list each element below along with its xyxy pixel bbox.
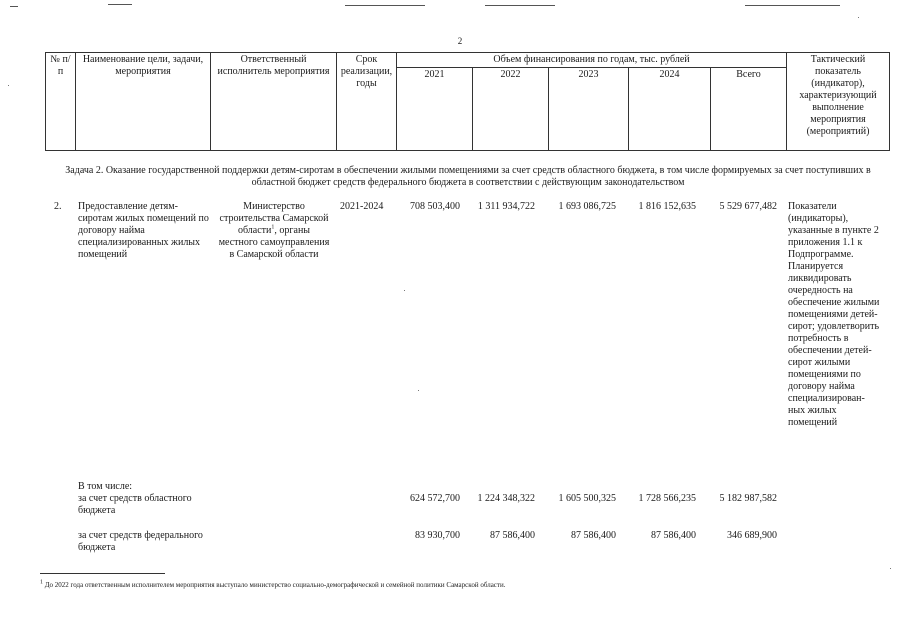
task-title: Задача 2. Оказание государственной поддержки детям-сиротам в обеспечении жилыми помещениями за счет средств областного бюджета, в том числе формируемых за счет поступивших в областной бюджет средств федерального бюджета в соответствии с действующим законодательством [65, 165, 871, 188]
regional-value-total: 5 182 987,582 [719, 493, 777, 504]
footnote-mark: 1 [40, 579, 43, 586]
scan-mark [745, 5, 840, 6]
footnote-separator [40, 573, 165, 574]
federal-value-2021: 83 930,700 [415, 530, 460, 541]
scan-dot [418, 390, 419, 391]
federal-value-2024: 87 586,400 [651, 530, 696, 541]
regional-value-2024: 1 728 566,235 [638, 493, 696, 504]
regional-value-2022: 1 224 348,322 [477, 493, 535, 504]
regional-label: за счет средств областного бюджета [78, 493, 192, 516]
header-indicator: Тактический показатель (индикатор), характеризующий выполнение мероприятия (мероприятий) [787, 53, 890, 151]
responsible-main: Министерство строительства Самарской области [219, 201, 329, 236]
regional-value-2021: 624 572,700 [410, 493, 460, 504]
scan-mark [345, 5, 425, 6]
header-funding: Объем финансирования по годам, тыс. рублей [397, 53, 787, 68]
row-value-total: 5 529 677,482 [719, 201, 777, 212]
federal-value-total: 346 689,900 [727, 530, 777, 541]
row-value-2021: 708 503,400 [410, 201, 460, 212]
scan-mark [108, 4, 132, 5]
federal-label: за счет средств федерального бюджета [78, 530, 203, 553]
header-year-2022: 2022 [473, 68, 549, 151]
header-term: Срок реализации, годы [337, 53, 397, 151]
header-year-2021: 2021 [397, 68, 473, 151]
header-name: Наименование цели, задачи, мероприятия [76, 53, 211, 151]
including-label: В том числе: [78, 481, 133, 492]
row-name: Предоставление детям-сиротам жилых помещений по договору найма специализированных жилых помещений [78, 201, 209, 260]
row-number: 2. [54, 201, 62, 212]
page-number: 2 [457, 36, 463, 46]
responsible-rest: , органы местного самоуправления в Самарской области [218, 225, 330, 260]
scan-mark [10, 6, 18, 7]
row-value-2024: 1 816 152,635 [638, 201, 696, 212]
header-num: № п/п [46, 53, 76, 151]
row-indicator: Показатели (индикаторы), указанные в пункте 2 приложения 1.1 к Подпрограмме. Планируется ликвидировать очередность на обеспечение жилыми помещениями детей-сирот; удовлетворить потребность в обеспечении детей-сирот жилыми помещениями по договору найма специализирован-ных жилых помещений [788, 201, 880, 428]
federal-value-2022: 87 586,400 [490, 530, 535, 541]
header-responsible: Ответственный исполнитель мероприятия [211, 53, 337, 151]
header-year-2023: 2023 [549, 68, 629, 151]
footnote [40, 581, 505, 590]
regional-value-2023: 1 605 500,325 [558, 493, 616, 504]
scan-dot [858, 17, 859, 18]
scan-dot [8, 85, 9, 86]
row-value-2023: 1 693 086,725 [558, 201, 616, 212]
scan-dot [404, 290, 405, 291]
row-responsible [218, 201, 330, 261]
scan-dot [890, 568, 891, 569]
row-value-2022: 1 311 934,722 [477, 201, 535, 212]
scan-mark [485, 5, 555, 6]
header-year-2024: 2024 [629, 68, 711, 151]
header-total: Всего [711, 68, 787, 151]
footnote-ref: 1 [271, 224, 275, 231]
header-table [45, 52, 890, 151]
footnote-text: До 2022 года ответственным исполнителем мероприятия выступало министерство социально-демографической и семейной политики Самарской области. [43, 581, 506, 589]
row-term: 2021-2024 [340, 201, 384, 212]
federal-value-2023: 87 586,400 [571, 530, 616, 541]
